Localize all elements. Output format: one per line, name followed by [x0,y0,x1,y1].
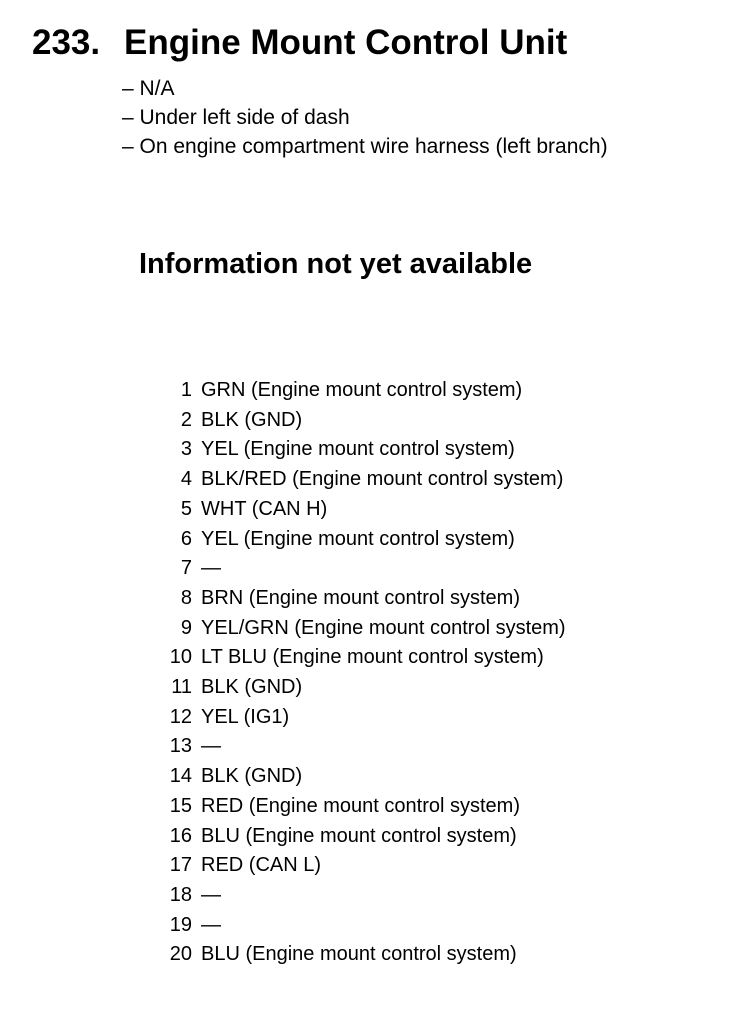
pin-row [150,673,566,703]
pin-description: — [201,883,221,906]
pin-number: 4 [180,468,192,491]
pin-number: 14 [169,765,192,788]
pin-number: 15 [169,794,192,817]
pin-description: YEL (IG1) [201,705,290,728]
pin-number: 16 [169,824,192,847]
pin-row [150,911,566,941]
pin-description: BLK (GND) [201,408,303,431]
pin-number: 9 [180,616,192,639]
pin-description: BLK/RED (Engine mount control system) [201,468,564,491]
pin-row [150,406,566,436]
pin-description: — [201,735,221,758]
pin-row [150,762,566,792]
pin-number: 12 [169,705,192,728]
pin-description: BLU (Engine mount control system) [201,943,517,966]
pin-description: LT BLU (Engine mount control system) [201,646,544,669]
pin-number: 18 [169,883,192,906]
pin-number: 7 [180,557,192,580]
pin-number: 1 [180,379,192,401]
pin-description: RED (Engine mount control system) [201,794,521,817]
location-item: – Under left side of dash [122,106,350,129]
pin-row [150,822,566,852]
pin-row [150,554,566,584]
pin-row [150,584,566,614]
availability-notice: Information not yet available [139,248,533,280]
pin-number: 3 [180,438,192,461]
pin-row [150,643,566,673]
pin-number: 5 [180,497,192,520]
pin-description: YEL (Engine mount control system) [201,438,515,461]
pin-description: — [201,913,221,936]
pin-row [150,792,566,822]
pin-number: 2 [180,408,192,431]
section-number: 233. [32,23,101,62]
pin-number: 19 [169,913,192,936]
pin-description: BLK (GND) [201,765,303,788]
pin-number: 8 [180,586,192,609]
pin-row [150,376,566,406]
pin-row [150,495,566,525]
pin-description: — [201,557,221,580]
pin-row [150,881,566,911]
pin-description: RED (CAN L) [201,854,322,877]
pin-row [150,732,566,762]
pin-description: YEL/GRN (Engine mount control system) [201,616,566,639]
pin-row [150,940,566,970]
pin-number: 10 [169,646,192,669]
location-item: – N/A [122,77,175,100]
pin-number: 17 [169,854,192,877]
pin-description: BRN (Engine mount control system) [201,586,521,609]
pin-description: WHT (CAN H) [201,497,328,520]
pin-row [150,525,566,555]
pin-number: 13 [169,735,192,758]
location-item: – On engine compartment wire harness (left branch) [122,135,608,158]
pin-row [150,465,566,495]
pin-number: 6 [180,527,192,550]
pin-row [150,614,566,644]
pin-description: YEL (Engine mount control system) [201,527,515,550]
pin-description: GRN (Engine mount control system) [201,379,523,401]
location-list [122,74,608,161]
pin-row [150,435,566,465]
section-title: Engine Mount Control Unit [124,23,568,62]
pin-list [150,376,566,970]
pin-number: 11 [171,676,192,699]
pin-description: BLU (Engine mount control system) [201,824,517,847]
pin-row [150,851,566,881]
pin-row [150,703,566,733]
page-title [32,22,567,64]
pin-number: 20 [169,943,192,966]
pin-description: BLK (GND) [201,676,303,699]
